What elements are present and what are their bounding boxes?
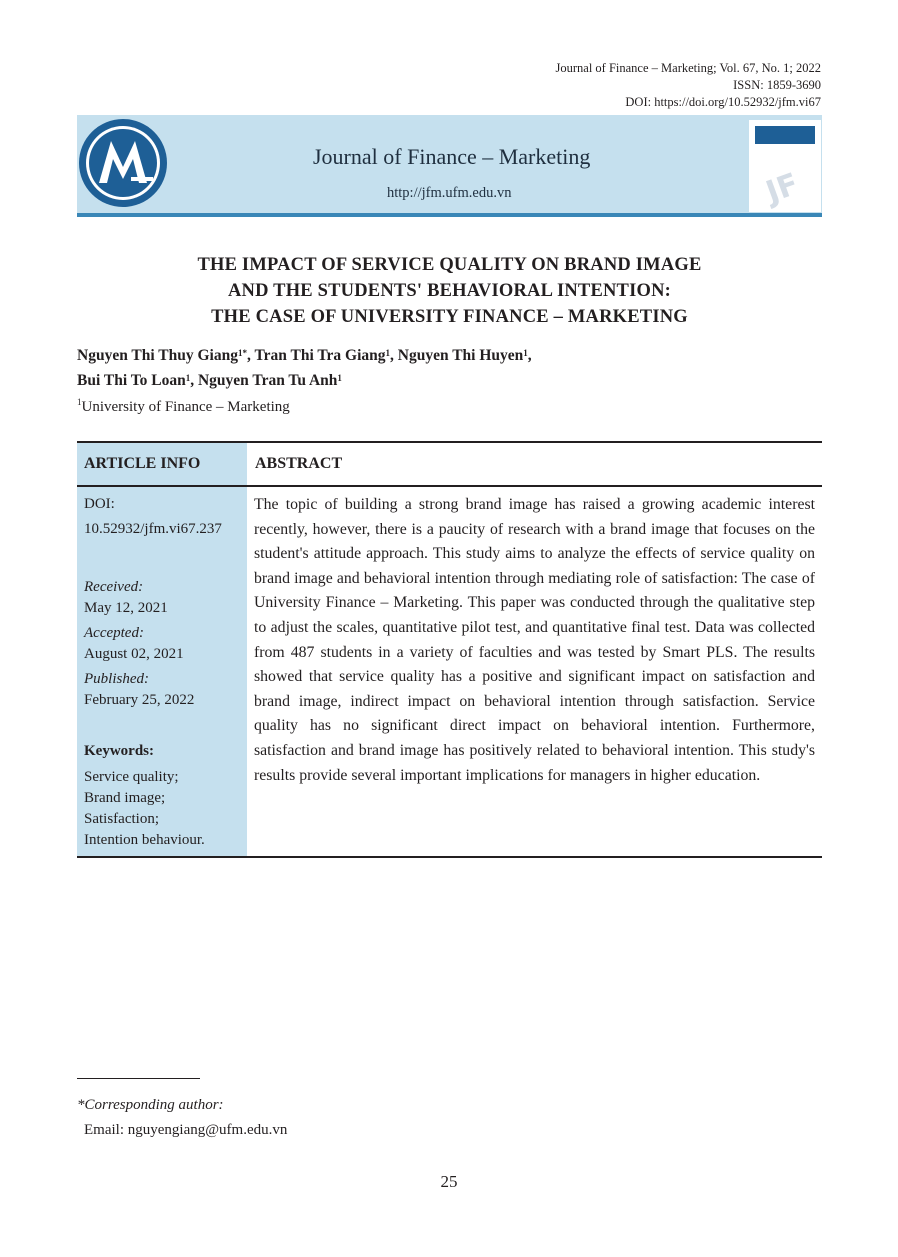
author-name: Nguyen Thi Thuy Giang (77, 347, 238, 364)
doi-label: DOI: (84, 496, 115, 512)
accepted-date: August 02, 2021 (84, 646, 184, 662)
paper-title (77, 252, 822, 330)
corresponding-email[interactable]: Email: nguyengiang@ufm.edu.vn (84, 1122, 288, 1138)
author-affil-mark: 1 (337, 373, 342, 383)
author-name: Bui Thi To Loan (77, 372, 186, 389)
author-affil-mark: 1 (385, 348, 391, 358)
received-date: May 12, 2021 (84, 600, 168, 616)
page-number: 25 (440, 1172, 458, 1191)
keyword-item: Intention behaviour. (84, 832, 205, 848)
doi-line: DOI: https://doi.org/10.52932/jfm.vi67 (625, 95, 821, 109)
cover-header-band (755, 126, 815, 144)
author-name: Nguyen Thi Huyen (397, 347, 524, 364)
keyword-item: Brand image; (84, 790, 166, 806)
keyword-item: Satisfaction; (84, 811, 159, 827)
author-name: Tran Thi Tra Giang (254, 347, 386, 364)
affiliation (77, 397, 290, 416)
keyword-item: Service quality; (84, 769, 179, 785)
abstract-text: The topic of building a strong brand image has raised a growing academic interest recently, however, there is a paucity of research with a brand image that focuses on the student's attitude approach. This study aims to analyze the effects of service quality on brand image and behavioral intention through mediating role of satisfaction: The case of University Finance – Marketing. This paper was conducted through the qualitative step to adjust the scales, quantitative pilot test, and quantitative final test. Data was collected from 487 students in a variety of faculties and was tested by Smart PLS. The results showed that service quality has a positive and significant impact on satisfaction and brand image, indirect impact on behavioral intention through satisfaction. Service quality has no significant direct impact on behavioral intention. Furthermore, satisfaction and brand image has positively related to behavioral intention. This study's results provide several important implications for managers in higher education. (254, 496, 815, 784)
received-label: Received: (84, 579, 144, 595)
title-line: THE IMPACT OF SERVICE QUALITY ON BRAND IMAGE (197, 255, 702, 275)
affiliation-mark: 1 (77, 397, 82, 407)
journal-cover-thumbnail-icon (749, 120, 821, 212)
corresponding-author-label: *Corresponding author: (77, 1097, 224, 1113)
author-list: Nguyen Thi Thuy Giang$^{1*}$, Tran Thi Tra Giang$^1$, Nguyen Thi Huyen$^1$, Bui Thi To Loan$^1$, Nguyen Tran Tu Anh$^1$ (77, 347, 532, 389)
author-name: Nguyen Tran Tu Anh (197, 372, 338, 389)
journal-name: Journal of Finance – Marketing (313, 144, 591, 169)
title-line: THE CASE OF UNIVERSITY FINANCE – MARKETING (211, 307, 688, 327)
author-affil-mark: 1 (185, 373, 191, 383)
university-logo-icon (77, 117, 169, 209)
abstract-heading: ABSTRACT (255, 455, 343, 472)
journal-url[interactable]: http://jfm.ufm.edu.vn (387, 185, 512, 201)
cover-watermark: JF (761, 166, 804, 211)
keywords-label: Keywords: (84, 743, 154, 759)
affiliation-text: University of Finance – Marketing (81, 399, 290, 415)
citation-line: Journal of Finance – Marketing; Vol. 67, No. 1; 2022 (555, 61, 821, 75)
footnote-divider (77, 1078, 200, 1079)
title-line: AND THE STUDENTS' BEHAVIORAL INTENTION: (227, 281, 671, 301)
article-info-heading: ARTICLE INFO (84, 455, 201, 472)
author-affil-mark: 1 (523, 348, 528, 358)
published-label: Published: (84, 671, 149, 687)
accepted-label: Accepted: (84, 625, 144, 641)
author-affil-mark: 1* (237, 348, 247, 358)
journal-banner (77, 115, 822, 213)
issn-line: ISSN: 1859-3690 (733, 78, 821, 92)
article-info-table (77, 441, 822, 858)
banner-divider (77, 213, 822, 217)
table-header-divider (77, 485, 822, 487)
doi-value[interactable]: 10.52932/jfm.vi67.237 (84, 521, 222, 537)
journal-meta (556, 60, 822, 111)
published-date: February 25, 2022 (84, 692, 195, 708)
